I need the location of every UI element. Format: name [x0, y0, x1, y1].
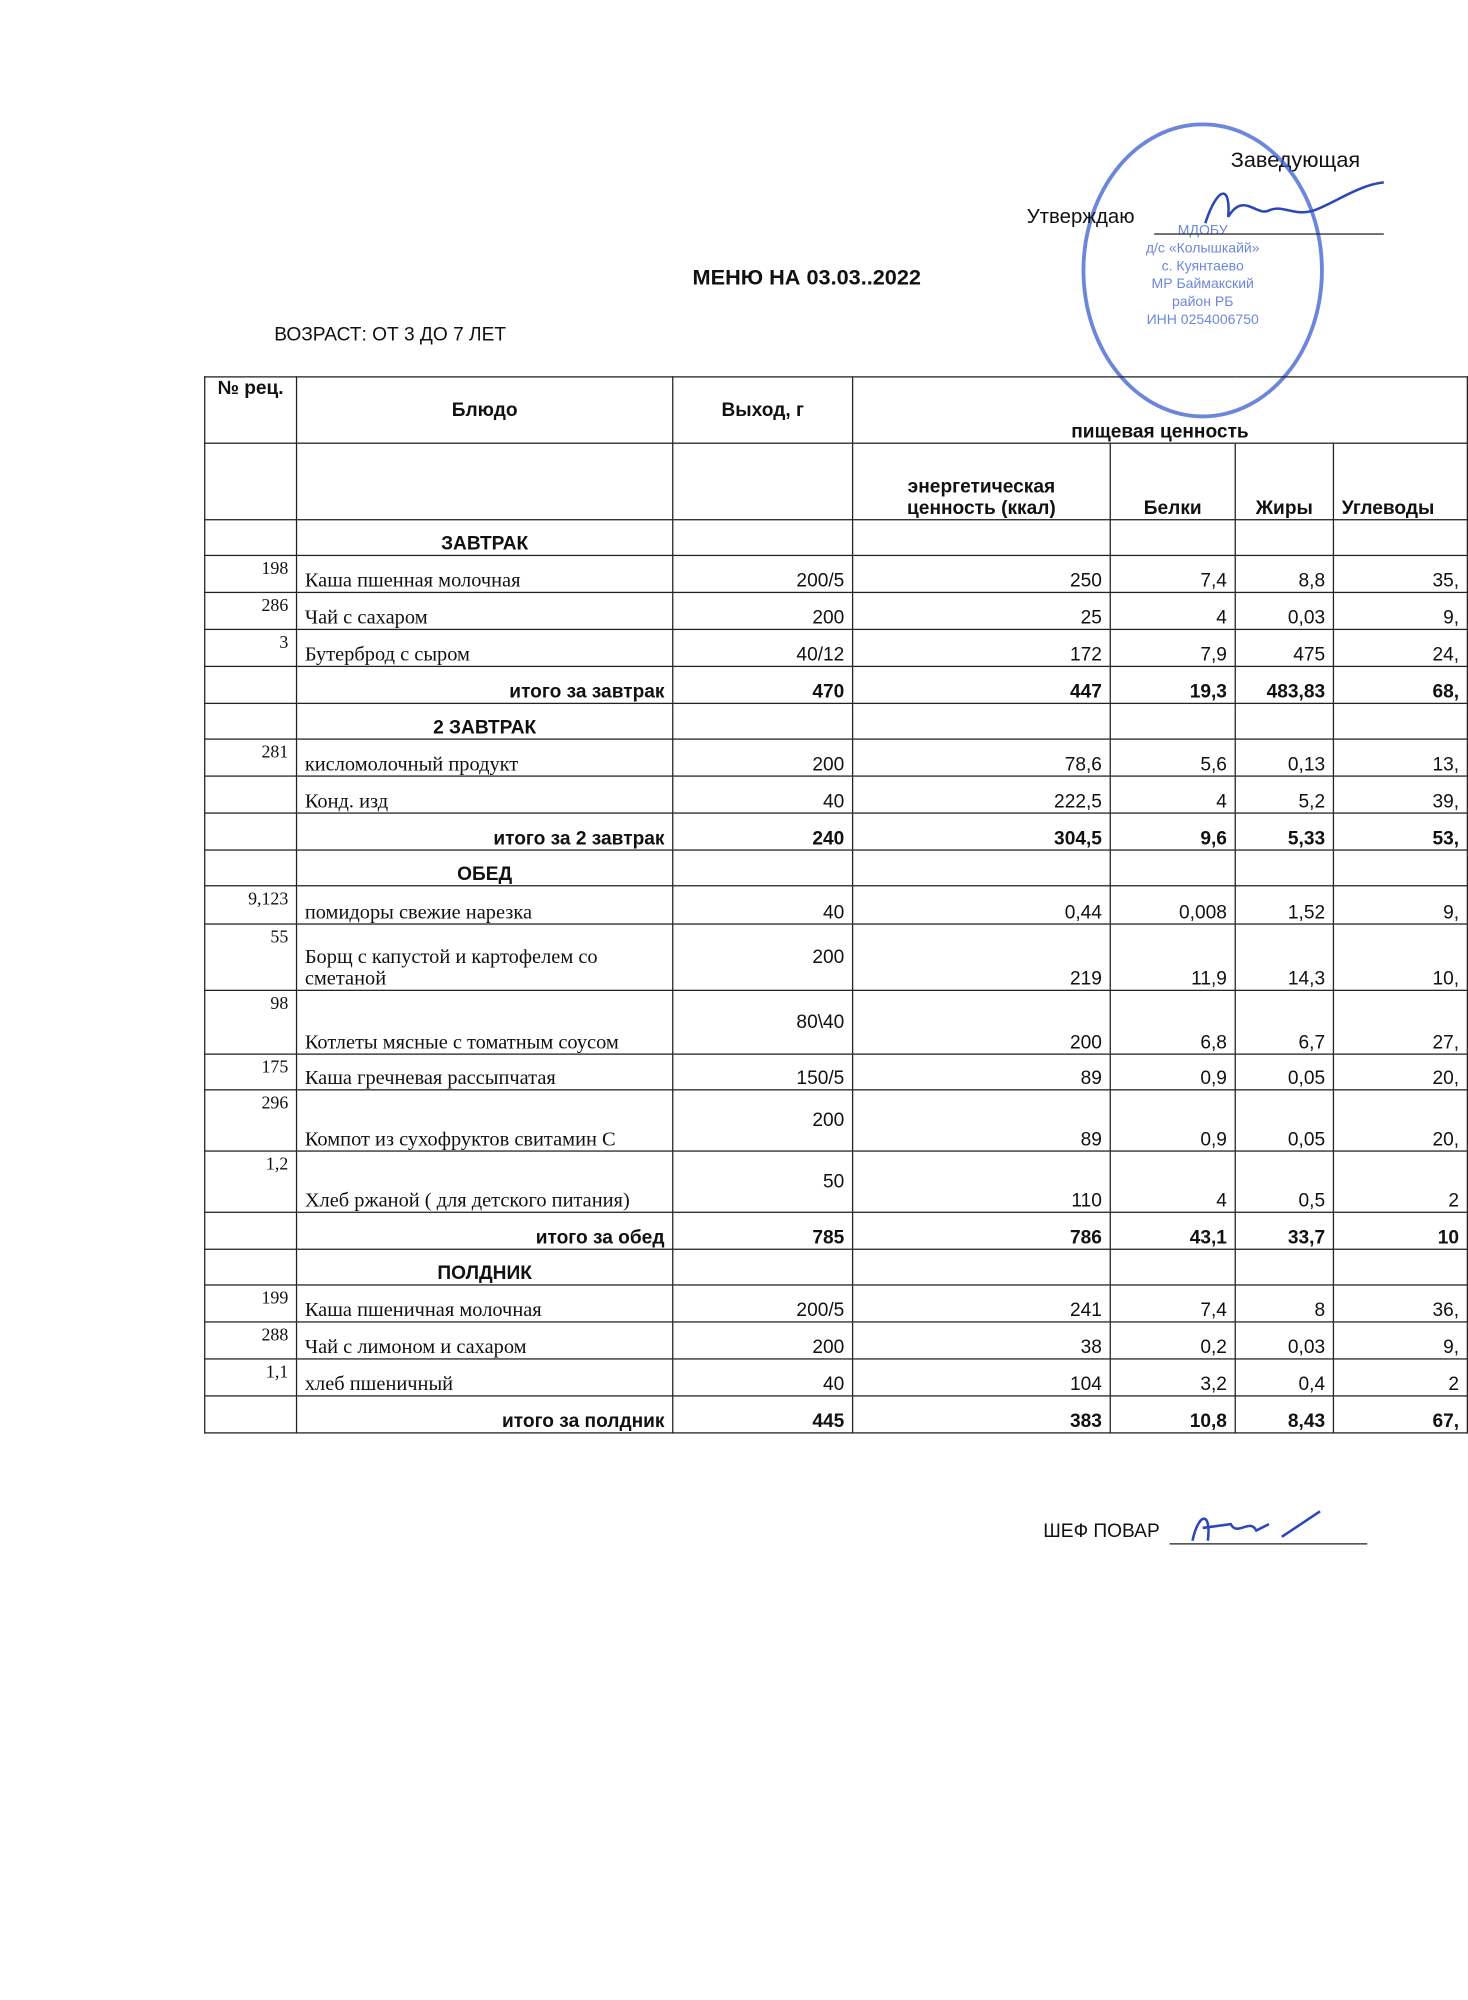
official-stamp — [1082, 122, 1324, 418]
yield: 200 — [673, 1322, 853, 1359]
empty-cell — [205, 703, 297, 739]
menu-table — [204, 376, 1468, 1433]
dish-name: Чай с лимоном и сахаром — [297, 1322, 673, 1359]
energy-value: 222,5 — [853, 776, 1111, 813]
empty-cell — [1235, 1249, 1333, 1285]
stamp-line: район РБ — [1171, 294, 1234, 310]
fat-value: 0,5 — [1235, 1151, 1333, 1212]
protein-value: 0,9 — [1110, 1054, 1235, 1090]
total-energy: 786 — [853, 1212, 1111, 1249]
dish-name: Борщ с капустой и картофелем со сметаной — [297, 924, 673, 990]
empty-cell — [853, 1249, 1111, 1285]
energy-value: 219 — [853, 924, 1111, 990]
empty-cell — [853, 850, 1111, 886]
dish-name: Бутерброд с сыром — [297, 629, 673, 666]
carbs-value: 2 — [1333, 1359, 1467, 1396]
carbs-value: 2 — [1333, 1151, 1467, 1212]
section-name: ПОЛДНИК — [297, 1249, 673, 1285]
dish-name: Чай с сахаром — [297, 592, 673, 629]
header-dish: Блюдо — [297, 377, 673, 443]
yield: 40/12 — [673, 629, 853, 666]
energy-value: 38 — [853, 1322, 1111, 1359]
dish-name: Конд. изд — [297, 776, 673, 813]
yield: 40 — [673, 776, 853, 813]
carbs-value: 39, — [1333, 776, 1467, 813]
header-yield: Выход, г — [673, 377, 853, 443]
carbs-value: 27, — [1333, 990, 1467, 1054]
energy-value: 250 — [853, 555, 1111, 592]
recipe-number: 3 — [205, 629, 297, 666]
yield: 200/5 — [673, 555, 853, 592]
recipe-number: 288 — [205, 1322, 297, 1359]
empty-cell — [205, 813, 297, 850]
fat-value: 475 — [1235, 629, 1333, 666]
fat-value: 1,52 — [1235, 886, 1333, 924]
protein-value: 0,9 — [1110, 1090, 1235, 1151]
empty-cell — [1235, 703, 1333, 739]
energy-value: 200 — [853, 990, 1111, 1054]
protein-value: 4 — [1110, 1151, 1235, 1212]
empty-cell — [673, 850, 853, 886]
dish-name: Каша гречневая рассыпчатая — [297, 1054, 673, 1090]
stamp-line: с. Куянтаево — [1161, 258, 1244, 275]
table-row — [205, 776, 1468, 813]
table-row — [205, 990, 1468, 1054]
total-label: итого за полдник — [297, 1396, 673, 1433]
header-carbs: Углеводы — [1333, 443, 1467, 520]
total-row — [205, 1396, 1468, 1433]
carbs-value: 9, — [1333, 1322, 1467, 1359]
protein-value: 3,2 — [1110, 1359, 1235, 1396]
yield: 200/5 — [673, 1285, 853, 1322]
yield: 200 — [673, 592, 853, 629]
table-row — [205, 924, 1468, 990]
protein-value: 7,9 — [1110, 629, 1235, 666]
fat-value: 6,7 — [1235, 990, 1333, 1054]
protein-value: 6,8 — [1110, 990, 1235, 1054]
recipe-number: 98 — [205, 990, 297, 1054]
recipe-number: 9,123 — [205, 886, 297, 924]
dish-name: хлеб пшеничный — [297, 1359, 673, 1396]
recipe-number: 199 — [205, 1285, 297, 1322]
empty-cell — [205, 1212, 297, 1249]
table-row — [205, 886, 1468, 924]
recipe-number: 296 — [205, 1090, 297, 1151]
total-label: итого за обед — [297, 1212, 673, 1249]
energy-value: 172 — [853, 629, 1111, 666]
total-carbs: 10 — [1333, 1212, 1467, 1249]
stamp-line: МР Баймакский — [1151, 276, 1254, 293]
total-protein: 9,6 — [1110, 813, 1235, 850]
energy-value: 89 — [853, 1054, 1111, 1090]
table-row — [205, 1285, 1468, 1322]
carbs-value: 35, — [1333, 555, 1467, 592]
carbs-value: 20, — [1333, 1054, 1467, 1090]
yield: 40 — [673, 1359, 853, 1396]
carbs-value: 13, — [1333, 739, 1467, 776]
total-energy: 304,5 — [853, 813, 1111, 850]
fat-value: 8 — [1235, 1285, 1333, 1322]
total-protein: 10,8 — [1110, 1396, 1235, 1433]
yield: 200 — [673, 1090, 853, 1151]
energy-value: 89 — [853, 1090, 1111, 1151]
dish-name: кисломолочный продукт — [297, 739, 673, 776]
section-header-row — [205, 703, 1468, 739]
empty-cell — [853, 520, 1111, 556]
recipe-number: 281 — [205, 739, 297, 776]
table-row — [205, 1151, 1468, 1212]
table-row — [205, 592, 1468, 629]
carbs-value: 9, — [1333, 886, 1467, 924]
total-fat: 483,83 — [1235, 666, 1333, 703]
yield: 40 — [673, 886, 853, 924]
protein-value: 0,008 — [1110, 886, 1235, 924]
total-fat: 5,33 — [1235, 813, 1333, 850]
protein-value: 0,2 — [1110, 1322, 1235, 1359]
carbs-value: 36, — [1333, 1285, 1467, 1322]
yield: 80\40 — [673, 990, 853, 1054]
dish-name: Каша пшеничная молочная — [297, 1285, 673, 1322]
empty-cell — [1333, 1249, 1467, 1285]
energy-value: 78,6 — [853, 739, 1111, 776]
yield: 50 — [673, 1151, 853, 1212]
protein-value: 4 — [1110, 776, 1235, 813]
empty-cell — [1110, 1249, 1235, 1285]
empty-cell — [1235, 850, 1333, 886]
recipe-number: 198 — [205, 555, 297, 592]
recipe-number: 286 — [205, 592, 297, 629]
page-title: МЕНЮ НА 03.03..2022 — [692, 265, 921, 290]
section-header-row — [205, 1249, 1468, 1285]
total-yield: 240 — [673, 813, 853, 850]
recipe-number: 1,2 — [205, 1151, 297, 1212]
recipe-number — [205, 776, 297, 813]
chef-signature — [1180, 1505, 1333, 1550]
energy-value: 0,44 — [853, 886, 1111, 924]
chef-label: ШЕФ ПОВАР — [1043, 1520, 1160, 1542]
approve-label: Утверждаю — [1026, 206, 1135, 229]
section-name: ОБЕД — [297, 850, 673, 886]
empty-cell — [205, 850, 297, 886]
fat-value: 0,13 — [1235, 739, 1333, 776]
total-label: итого за завтрак — [297, 666, 673, 703]
carbs-value: 10, — [1333, 924, 1467, 990]
total-label: итого за 2 завтрак — [297, 813, 673, 850]
section-header-row — [205, 520, 1468, 556]
protein-value: 7,4 — [1110, 1285, 1235, 1322]
header-rec: № рец. — [205, 377, 297, 443]
energy-value: 110 — [853, 1151, 1111, 1212]
total-fat: 8,43 — [1235, 1396, 1333, 1433]
protein-value: 5,6 — [1110, 739, 1235, 776]
total-carbs: 53, — [1333, 813, 1467, 850]
stamp-line: ИНН 0254006750 — [1146, 312, 1259, 328]
empty-cell — [673, 520, 853, 556]
total-protein: 19,3 — [1110, 666, 1235, 703]
fat-value: 14,3 — [1235, 924, 1333, 990]
empty-cell — [1333, 850, 1467, 886]
recipe-number: 1,1 — [205, 1359, 297, 1396]
empty-cell — [1235, 520, 1333, 556]
empty-cell — [205, 520, 297, 556]
total-energy: 447 — [853, 666, 1111, 703]
age-group: ВОЗРАСТ: ОТ 3 ДО 7 ЛЕТ — [274, 323, 507, 346]
header-protein: Белки — [1110, 443, 1235, 520]
section-name: ЗАВТРАК — [297, 520, 673, 556]
yield: 200 — [673, 924, 853, 990]
recipe-number: 175 — [205, 1054, 297, 1090]
fat-value: 0,05 — [1235, 1054, 1333, 1090]
empty-cell — [205, 666, 297, 703]
total-fat: 33,7 — [1235, 1212, 1333, 1249]
empty-cell — [673, 1249, 853, 1285]
dish-name: Компот из сухофруктов свитамин С — [297, 1090, 673, 1151]
total-carbs: 67, — [1333, 1396, 1467, 1433]
protein-value: 11,9 — [1110, 924, 1235, 990]
energy-value: 25 — [853, 592, 1111, 629]
energy-value: 241 — [853, 1285, 1111, 1322]
dish-name: Каша пшенная молочная — [297, 555, 673, 592]
table-row — [205, 739, 1468, 776]
table-row — [205, 629, 1468, 666]
empty-cell — [1110, 703, 1235, 739]
total-row — [205, 813, 1468, 850]
fat-value: 0,03 — [1235, 1322, 1333, 1359]
empty-cell — [205, 1249, 297, 1285]
section-header-row — [205, 850, 1468, 886]
stamp-line: МДОБУ — [1177, 223, 1228, 239]
yield: 150/5 — [673, 1054, 853, 1090]
total-yield: 445 — [673, 1396, 853, 1433]
header-fat: Жиры — [1235, 443, 1333, 520]
dish-name: помидоры свежие нарезка — [297, 886, 673, 924]
protein-value: 7,4 — [1110, 555, 1235, 592]
fat-value: 5,2 — [1235, 776, 1333, 813]
protein-value: 4 — [1110, 592, 1235, 629]
recipe-number: 55 — [205, 924, 297, 990]
empty-cell — [1110, 520, 1235, 556]
fat-value: 0,03 — [1235, 592, 1333, 629]
table-row — [205, 1090, 1468, 1151]
carbs-value: 24, — [1333, 629, 1467, 666]
total-yield: 785 — [673, 1212, 853, 1249]
empty-cell — [853, 703, 1111, 739]
table-row — [205, 555, 1468, 592]
header-energy: энергетическая ценность (ккал) — [853, 443, 1111, 520]
total-protein: 43,1 — [1110, 1212, 1235, 1249]
empty-cell — [205, 1396, 297, 1433]
carbs-value: 9, — [1333, 592, 1467, 629]
table-row — [205, 1054, 1468, 1090]
yield: 200 — [673, 739, 853, 776]
approver-role: Заведующая — [1230, 147, 1361, 173]
energy-value: 104 — [853, 1359, 1111, 1396]
header-nutrition: пищевая ценность — [853, 377, 1468, 443]
total-carbs: 68, — [1333, 666, 1467, 703]
empty-cell — [1333, 520, 1467, 556]
section-name: 2 ЗАВТРАК — [297, 703, 673, 739]
fat-value: 0,05 — [1235, 1090, 1333, 1151]
empty-cell — [1333, 703, 1467, 739]
dish-name: Котлеты мясные с томатным соусом — [297, 990, 673, 1054]
stamp-line: д/с «Колышкайй» — [1145, 241, 1260, 257]
fat-value: 0,4 — [1235, 1359, 1333, 1396]
dish-name: Хлеб ржаной ( для детского питания) — [297, 1151, 673, 1212]
fat-value: 8,8 — [1235, 555, 1333, 592]
empty-cell — [673, 703, 853, 739]
table-row — [205, 1359, 1468, 1396]
empty-cell — [1110, 850, 1235, 886]
table-row — [205, 1322, 1468, 1359]
approver-signature — [1192, 179, 1396, 243]
total-row — [205, 1212, 1468, 1249]
carbs-value: 20, — [1333, 1090, 1467, 1151]
total-row — [205, 666, 1468, 703]
total-yield: 470 — [673, 666, 853, 703]
total-energy: 383 — [853, 1396, 1111, 1433]
